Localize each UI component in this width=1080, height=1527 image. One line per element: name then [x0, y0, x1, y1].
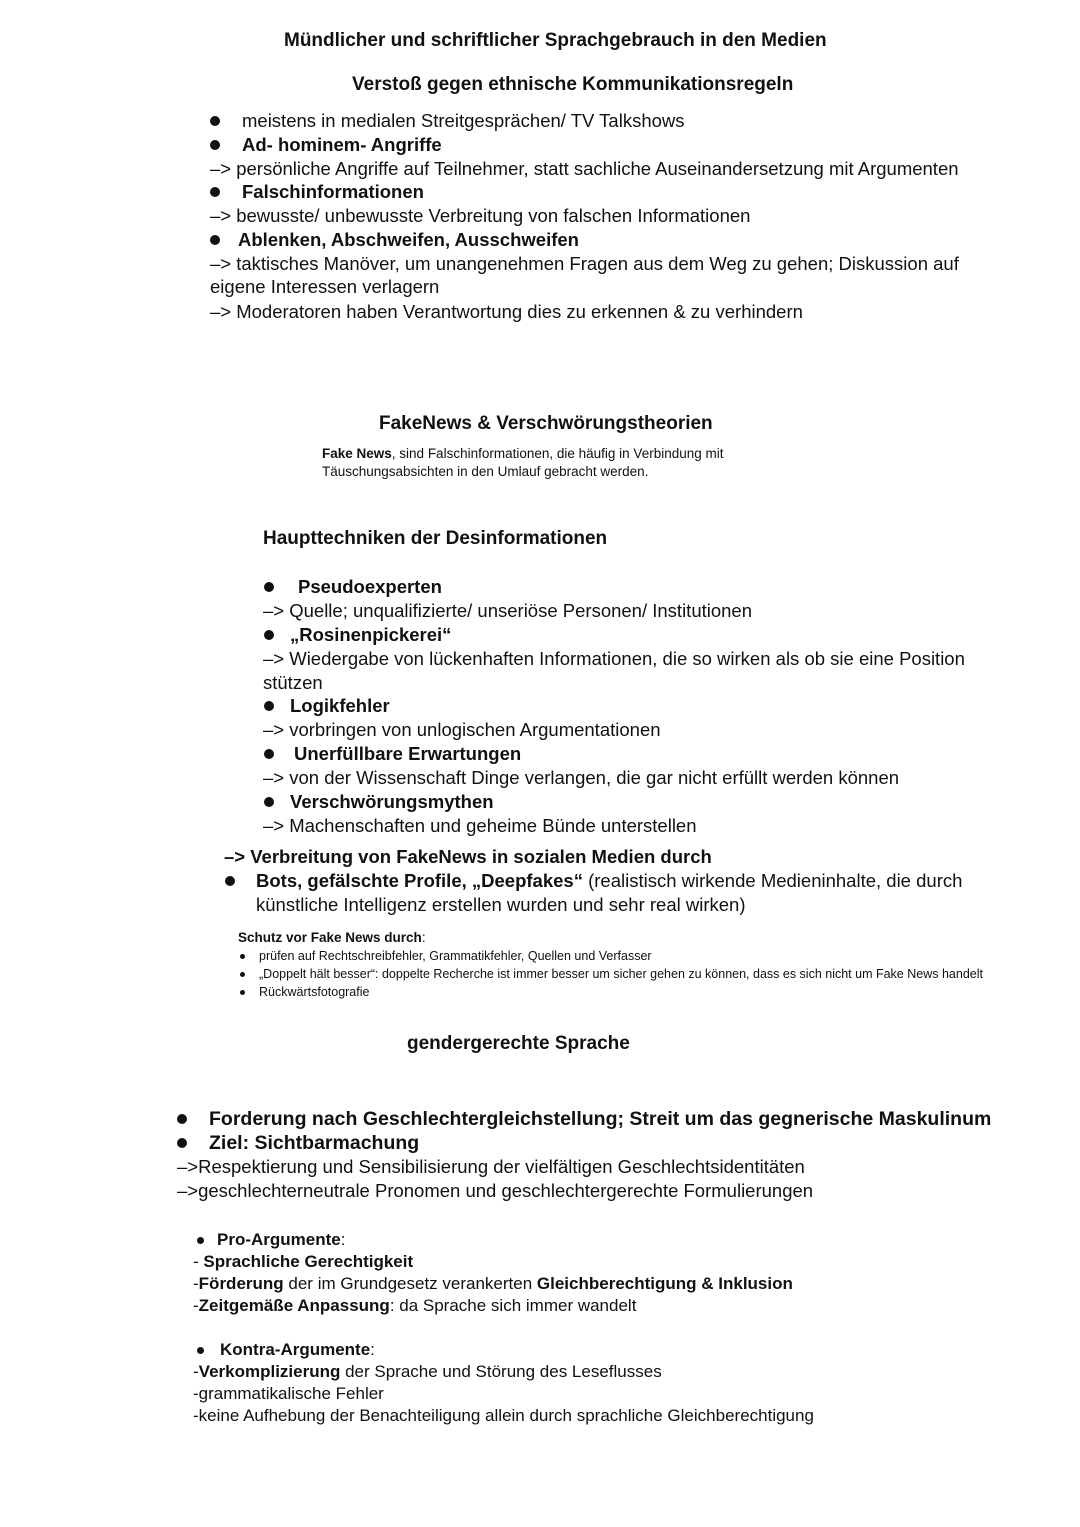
colon: :	[340, 1230, 346, 1249]
pro-label	[217, 1228, 345, 1252]
bullet-icon	[240, 990, 245, 995]
bullet-term: Pseudoexperten	[298, 576, 442, 597]
bullet-icon	[210, 187, 220, 197]
contra-label	[220, 1338, 375, 1362]
bullet-term: Forderung nach Geschlechtergleichstellung; Streit um das gegnerische Maskulinum	[209, 1108, 992, 1130]
text-line: –> bewusste/ unbewusste Verbreitung von falschen Informationen	[210, 205, 751, 226]
bullet-icon	[177, 1138, 187, 1148]
pro-item	[193, 1250, 413, 1274]
contra-term: Verkomplizierung	[198, 1362, 341, 1381]
pro-term: Förderung	[198, 1274, 284, 1293]
pro-item	[193, 1294, 636, 1318]
dash: -	[193, 1252, 204, 1271]
pro-text: der im Grundgesetz verankerten	[283, 1274, 537, 1293]
text-line: –> Wiedergabe von lückenhaften Informationen, die so wirken als ob sie eine Position	[263, 648, 965, 669]
protect-item: prüfen auf Rechtschreibfehler, Grammatikfehler, Quellen und Verfasser	[259, 949, 652, 963]
protect-item: Rückwärtsfotografie	[259, 985, 370, 999]
bullet-icon	[264, 797, 274, 807]
text-line: eigene Interessen verlagern	[210, 276, 440, 297]
text-line: –> Moderatoren haben Verantwortung dies zu erkennen & zu verhindern	[210, 301, 803, 322]
text-line: –> vorbringen von unlogischen Argumentationen	[263, 719, 661, 740]
bullet-icon	[240, 954, 245, 959]
bullet-icon	[264, 582, 274, 592]
protect-heading	[238, 929, 426, 947]
bullet-icon	[210, 116, 220, 126]
bullet-icon	[225, 876, 235, 886]
bullet-term: „Rosinenpickerei“	[290, 624, 452, 645]
bullet-term: Logikfehler	[290, 695, 390, 716]
bullet-term: Verschwörungsmythen	[290, 791, 494, 812]
contra-item: -grammatikalische Fehler	[193, 1384, 384, 1403]
text-line: –> Machenschaften und geheime Bünde unterstellen	[263, 815, 697, 836]
bullet-icon	[177, 1114, 187, 1124]
section-heading: gendergerechte Sprache	[407, 1033, 630, 1054]
definition-term: Fake News	[322, 446, 392, 461]
section-heading: FakeNews & Verschwörungstheorien	[379, 413, 713, 434]
text-line: –>geschlechterneutrale Pronomen und geschlechtergerechte Formulierungen	[177, 1180, 814, 1201]
dash: -	[193, 1362, 199, 1381]
colon: :	[370, 1340, 375, 1359]
contra-item	[193, 1360, 662, 1384]
bullet-term: Unerfüllbare Erwartungen	[294, 743, 522, 764]
pro-term: Zeitgemäße Anpassung	[198, 1296, 390, 1315]
contra-term: Kontra-Argumente	[220, 1340, 371, 1359]
dash: -	[193, 1296, 199, 1315]
protect-term: Schutz vor Fake News durch	[238, 930, 422, 945]
pro-term: Gleichberechtigung & Inklusion	[536, 1274, 793, 1293]
text-line: –> taktisches Manöver, um unangenehmen Fragen aus dem Weg zu gehen; Diskussion auf	[210, 253, 959, 274]
bullet-icon	[264, 630, 274, 640]
dash: -	[193, 1274, 199, 1293]
protect-item: „Doppelt hält besser“: doppelte Recherche ist immer besser um sicher gehen zu können, dass es sich nicht um Fake News handelt	[259, 967, 983, 981]
bullet-icon	[197, 1237, 204, 1244]
pro-term: Sprachliche Gerechtigkeit	[203, 1252, 414, 1271]
pro-term: Pro-Argumente	[217, 1230, 341, 1249]
text-line: meistens in medialen Streitgesprächen/ TV Talkshows	[242, 110, 685, 131]
text-line: stützen	[263, 672, 323, 693]
pro-item	[193, 1272, 793, 1296]
contra-item: -keine Aufhebung der Benachteiligung allein durch sprachliche Gleichberechtigung	[193, 1406, 814, 1425]
bullet-icon	[197, 1347, 204, 1354]
definition-line: Täuschungsabsichten in den Umlauf gebracht werden.	[322, 464, 649, 479]
text-line: –> persönliche Angriffe auf Teilnehmer, statt sachliche Auseinandersetzung mit Argumenten	[210, 158, 959, 179]
protect-colon: :	[421, 930, 426, 945]
spread-heading: –> Verbreitung von FakeNews in sozialen Medien durch	[224, 846, 712, 867]
bullet-term: Ablenken, Abschweifen, Ausschweifen	[238, 229, 579, 250]
bullet-icon	[240, 972, 245, 977]
text-line: –> von der Wissenschaft Dinge verlangen, die gar nicht erfüllt werden können	[263, 767, 900, 788]
spread-line	[256, 869, 962, 893]
definition	[322, 445, 724, 463]
page-title: Mündlicher und schriftlicher Sprachgebrauch in den Medien	[284, 30, 827, 51]
contra-text: der Sprache und Störung des Leseflusses	[340, 1362, 662, 1381]
text-line: –>Respektierung und Sensibilisierung der vielfältigen Geschlechtsidentitäten	[177, 1156, 805, 1177]
spread-term: Bots, gefälschte Profile, „Deepfakes“	[256, 870, 583, 891]
spread-text: (realistisch wirkende Medieninhalte, die durch	[582, 870, 963, 891]
bullet-icon	[210, 140, 220, 150]
text-line: –> Quelle; unqualifizierte/ unseriöse Personen/ Institutionen	[263, 600, 753, 621]
pro-text: : da Sprache sich immer wandelt	[389, 1296, 637, 1315]
spread-line: künstliche Intelligenz erstellen wurden und sehr real wirken)	[256, 894, 746, 915]
bullet-icon	[210, 235, 220, 245]
section-heading: Verstoß gegen ethnische Kommunikationsregeln	[352, 74, 794, 95]
bullet-term: Falschinformationen	[242, 181, 424, 202]
bullet-term: Ad- hominem- Angriffe	[242, 134, 442, 155]
bullet-icon	[264, 701, 274, 711]
sub-heading: Haupttechniken der Desinformationen	[263, 528, 608, 549]
bullet-term: Ziel: Sichtbarmachung	[209, 1132, 420, 1154]
bullet-icon	[264, 749, 274, 759]
definition-text: , sind Falschinformationen, die häufig in Verbindung mit	[391, 446, 724, 461]
